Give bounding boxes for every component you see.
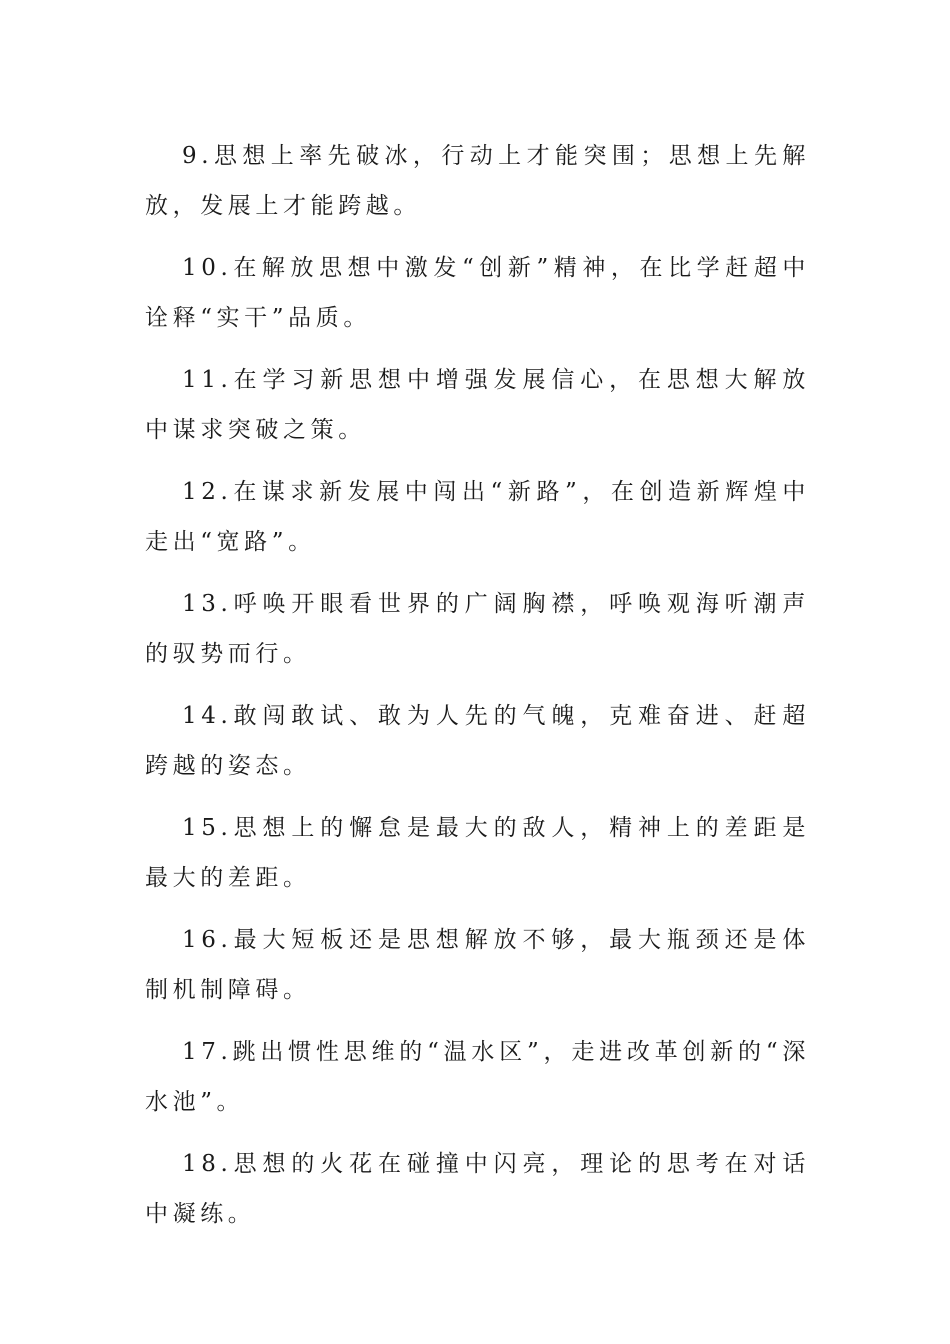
paragraph-11: 11.在学习新思想中增强发展信心，在思想大解放中谋求突破之策。 xyxy=(145,367,810,443)
paragraph-12: 12.在谋求新发展中闯出“新路”，在创造新辉煌中走出“宽路”。 xyxy=(145,479,810,555)
paragraph-17: 17.跳出惯性思维的“温水区”，走进改革创新的“深水池”。 xyxy=(145,1039,810,1115)
paragraph-10: 10.在解放思想中激发“创新”精神，在比学赶超中诠释“实干”品质。 xyxy=(145,255,810,331)
paragraph-13: 13.呼唤开眼看世界的广阔胸襟，呼唤观海听潮声的驭势而行。 xyxy=(145,591,810,667)
paragraph-16: 16.最大短板还是思想解放不够，最大瓶颈还是体制机制障碍。 xyxy=(145,927,810,1003)
paragraph-14: 14.敢闯敢试、敢为人先的气魄，克难奋进、赶超跨越的姿态。 xyxy=(145,703,810,779)
paragraph-15: 15.思想上的懈怠是最大的敌人，精神上的差距是最大的差距。 xyxy=(145,815,810,891)
paragraph-9: 9.思想上率先破冰，行动上才能突围；思想上先解放，发展上才能跨越。 xyxy=(145,143,810,219)
paragraph-18: 18.思想的火花在碰撞中闪亮，理论的思考在对话中凝练。 xyxy=(145,1151,810,1227)
document-body xyxy=(145,131,810,1227)
